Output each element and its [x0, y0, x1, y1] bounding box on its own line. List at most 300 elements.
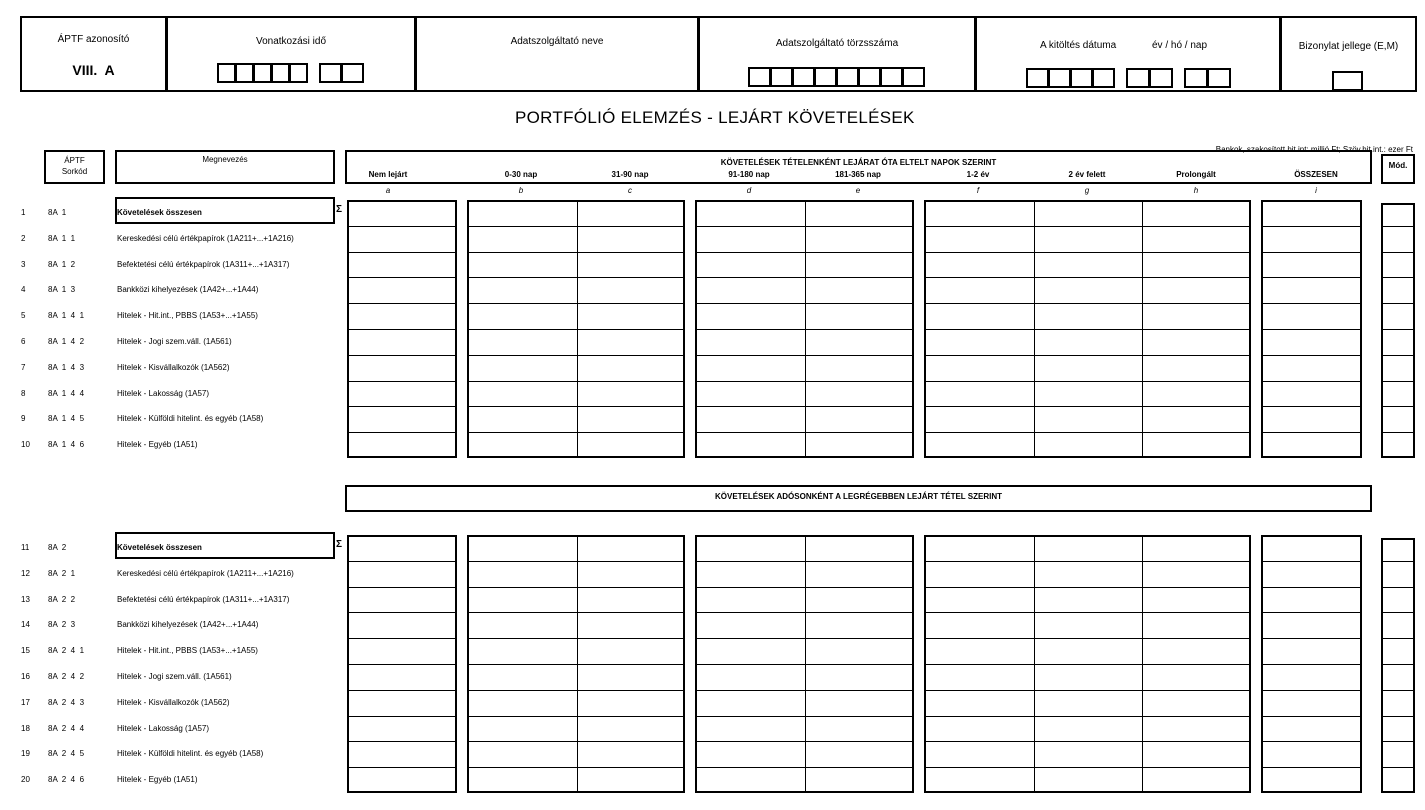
row-divider: [1261, 406, 1362, 407]
value-cell-e[interactable]: [807, 614, 912, 636]
value-cell-d[interactable]: [697, 769, 804, 791]
value-cell-a[interactable]: [349, 254, 455, 276]
value-cell-g[interactable]: [1036, 408, 1141, 430]
row-divider: [347, 226, 457, 227]
value-cell-g[interactable]: [1036, 563, 1141, 585]
kitoltes-label: A kitöltés dátuma: [1040, 40, 1117, 51]
value-cell-b[interactable]: [469, 228, 576, 250]
value-cell-a[interactable]: [349, 383, 455, 405]
value-cell-d[interactable]: [697, 357, 804, 379]
value-cell-a[interactable]: [349, 434, 455, 456]
value-cell-a[interactable]: [349, 666, 455, 688]
value-cell-h[interactable]: [1144, 743, 1249, 765]
mod-cell[interactable]: [1383, 281, 1413, 301]
value-cell-e[interactable]: [807, 666, 912, 688]
row-divider: [1261, 381, 1362, 382]
vonatkozasi-ido-digit[interactable]: [289, 63, 308, 83]
value-cell-d[interactable]: [697, 383, 804, 405]
value-cell-h[interactable]: [1144, 383, 1249, 405]
value-cell-e[interactable]: [807, 202, 912, 224]
row-number: 12: [21, 568, 30, 578]
torzsszam-digit[interactable]: [902, 67, 925, 87]
value-cell-e[interactable]: [807, 692, 912, 714]
aptf-sorkod-label: ÁPTF Sorkód: [61, 156, 88, 176]
value-cell-g[interactable]: [1036, 357, 1141, 379]
value-cell-h[interactable]: [1144, 563, 1249, 585]
row-divider: [695, 561, 914, 562]
row-divider: [695, 381, 914, 382]
row-divider: [347, 355, 457, 356]
bizonylat-jellege-cell[interactable]: [1332, 71, 1363, 91]
value-cell-c[interactable]: [579, 254, 683, 276]
value-cell-f[interactable]: [926, 666, 1033, 688]
value-cell-c[interactable]: [579, 718, 683, 740]
kitoltes-nap-digit[interactable]: [1207, 68, 1231, 88]
value-cell-d[interactable]: [697, 305, 804, 327]
value-cell-a[interactable]: [349, 408, 455, 430]
value-cell-a[interactable]: [349, 331, 455, 353]
value-cell-d[interactable]: [697, 666, 804, 688]
mod-cell[interactable]: [1383, 385, 1413, 405]
value-cell-a[interactable]: [349, 614, 455, 636]
value-cell-g[interactable]: [1036, 383, 1141, 405]
value-cell-f[interactable]: [926, 718, 1033, 740]
row-code: 8A 1: [48, 208, 67, 217]
value-cell-d[interactable]: [697, 202, 804, 224]
value-cell-c[interactable]: [579, 614, 683, 636]
row-divider: [347, 612, 457, 613]
value-cell-e[interactable]: [807, 331, 912, 353]
row-divider: [467, 561, 685, 562]
value-cell-i[interactable]: [1263, 202, 1360, 224]
kitoltes-ev-digit[interactable]: [1026, 68, 1049, 88]
value-cell-e[interactable]: [807, 640, 912, 662]
value-cell-c[interactable]: [579, 383, 683, 405]
row-divider: [924, 587, 1251, 588]
row-divider: [467, 303, 685, 304]
value-cell-a[interactable]: [349, 718, 455, 740]
value-cell-h[interactable]: [1144, 692, 1249, 714]
row-divider: [1381, 226, 1415, 227]
value-cell-b[interactable]: [469, 408, 576, 430]
row-divider: [924, 277, 1251, 278]
value-cell-h[interactable]: [1144, 202, 1249, 224]
mod-cell[interactable]: [1383, 230, 1413, 250]
value-cell-h[interactable]: [1144, 589, 1249, 611]
value-cell-b[interactable]: [469, 743, 576, 765]
value-cell-i[interactable]: [1263, 666, 1360, 688]
row-divider: [695, 226, 914, 227]
value-cell-f[interactable]: [926, 357, 1033, 379]
value-cell-c[interactable]: [579, 743, 683, 765]
value-cell-i[interactable]: [1263, 769, 1360, 791]
value-cell-i[interactable]: [1263, 357, 1360, 379]
value-cell-g[interactable]: [1036, 718, 1141, 740]
row-divider: [695, 587, 914, 588]
value-cell-g[interactable]: [1036, 589, 1141, 611]
value-cell-b[interactable]: [469, 640, 576, 662]
row-divider: [695, 612, 914, 613]
value-cell-b[interactable]: [469, 331, 576, 353]
value-cell-a[interactable]: [349, 769, 455, 791]
column-header-b: 0-30 nap: [504, 170, 538, 179]
value-cell-g[interactable]: [1036, 279, 1141, 301]
bizonylat-label: Bizonylat jellege (E,M): [1298, 41, 1399, 52]
vonatkozasi-ido-digit[interactable]: [341, 63, 364, 83]
mod-cell[interactable]: [1383, 256, 1413, 276]
torzsszam-digit[interactable]: [748, 67, 771, 87]
value-cell-d[interactable]: [697, 279, 804, 301]
value-cell-c[interactable]: [579, 202, 683, 224]
value-cell-g[interactable]: [1036, 666, 1141, 688]
value-cell-i[interactable]: [1263, 434, 1360, 456]
value-cell-b[interactable]: [469, 666, 576, 688]
value-cell-b[interactable]: [469, 305, 576, 327]
value-cell-h[interactable]: [1144, 254, 1249, 276]
value-cell-i[interactable]: [1263, 743, 1360, 765]
value-cell-e[interactable]: [807, 357, 912, 379]
value-cell-d[interactable]: [697, 254, 804, 276]
value-cell-d[interactable]: [697, 408, 804, 430]
value-cell-f[interactable]: [926, 614, 1033, 636]
row-divider: [467, 741, 685, 742]
sigma-mark: Σ: [336, 539, 343, 550]
value-cell-a[interactable]: [349, 589, 455, 611]
mod-cell[interactable]: [1383, 436, 1413, 456]
value-cell-c[interactable]: [579, 640, 683, 662]
torzsszam-digit[interactable]: [880, 67, 903, 87]
row-divider: [924, 561, 1251, 562]
row-divider: [467, 690, 685, 691]
value-cell-e[interactable]: [807, 408, 912, 430]
value-cell-c[interactable]: [579, 331, 683, 353]
row-code: 8A 2 4 3: [48, 697, 85, 707]
mod-cell[interactable]: [1383, 204, 1413, 224]
row-divider: [695, 716, 914, 717]
kitoltes-ev-digit[interactable]: [1070, 68, 1093, 88]
mod-cell[interactable]: [1383, 616, 1413, 636]
value-cell-d[interactable]: [697, 743, 804, 765]
value-cell-b[interactable]: [469, 589, 576, 611]
row-divider: [1261, 303, 1362, 304]
row-divider: [1261, 664, 1362, 665]
row-code: 8A 1 4 3: [48, 362, 85, 372]
row-divider: [695, 329, 914, 330]
value-cell-i[interactable]: [1263, 692, 1360, 714]
value-cell-b[interactable]: [469, 692, 576, 714]
total-row-label-box: [115, 532, 335, 559]
row-divider: [924, 252, 1251, 253]
kitoltes-nap-digit[interactable]: [1184, 68, 1208, 88]
column-header-e: 181-365 nap: [835, 170, 881, 179]
value-cell-b[interactable]: [469, 202, 576, 224]
value-cell-g[interactable]: [1036, 331, 1141, 353]
value-cell-c[interactable]: [579, 589, 683, 611]
value-cell-e[interactable]: [807, 769, 912, 791]
row-divider: [924, 226, 1251, 227]
value-cell-g[interactable]: [1036, 434, 1141, 456]
value-cell-b[interactable]: [469, 383, 576, 405]
row-number: 6: [21, 337, 26, 346]
value-cell-e[interactable]: [807, 537, 912, 559]
value-cell-h[interactable]: [1144, 640, 1249, 662]
value-cell-b[interactable]: [469, 434, 576, 456]
value-cell-b[interactable]: [469, 254, 576, 276]
mod-cell[interactable]: [1383, 333, 1413, 353]
row-divider: [924, 612, 1251, 613]
row-divider: [695, 303, 914, 304]
mod-cell[interactable]: [1383, 642, 1413, 662]
mod-cell[interactable]: [1383, 565, 1413, 585]
value-cell-h[interactable]: [1144, 537, 1249, 559]
torzsszam-digit[interactable]: [814, 67, 837, 87]
value-cell-i[interactable]: [1263, 563, 1360, 585]
column-letter-i: i: [1315, 186, 1317, 195]
value-cell-a[interactable]: [349, 202, 455, 224]
value-cell-f[interactable]: [926, 743, 1033, 765]
value-cell-e[interactable]: [807, 563, 912, 585]
mod-cell[interactable]: [1383, 720, 1413, 740]
value-cell-f[interactable]: [926, 279, 1033, 301]
column-letter-b: b: [518, 186, 524, 195]
value-cell-d[interactable]: [697, 563, 804, 585]
value-cell-i[interactable]: [1263, 279, 1360, 301]
value-cell-e[interactable]: [807, 589, 912, 611]
row-label: Hitelek - Kisvállalkozók (1A562): [117, 697, 230, 707]
value-cell-c[interactable]: [579, 434, 683, 456]
value-cell-g[interactable]: [1036, 743, 1141, 765]
row-code: 8A 2 4 5: [48, 749, 85, 759]
value-cell-h[interactable]: [1144, 331, 1249, 353]
value-cell-a[interactable]: [349, 640, 455, 662]
row-divider: [347, 277, 457, 278]
vonatkozasi-ido-digit[interactable]: [217, 63, 236, 83]
value-cell-b[interactable]: [469, 279, 576, 301]
row-divider: [924, 664, 1251, 665]
mod-cell[interactable]: [1383, 591, 1413, 611]
row-divider: [467, 277, 685, 278]
value-cell-f[interactable]: [926, 434, 1033, 456]
value-cell-d[interactable]: [697, 331, 804, 353]
mod-cell[interactable]: [1383, 745, 1413, 765]
value-cell-h[interactable]: [1144, 279, 1249, 301]
mod-cell[interactable]: [1383, 694, 1413, 714]
value-cell-i[interactable]: [1263, 408, 1360, 430]
value-cell-d[interactable]: [697, 692, 804, 714]
column-letter-f: f: [976, 186, 980, 195]
value-cell-d[interactable]: [697, 434, 804, 456]
value-cell-d[interactable]: [697, 718, 804, 740]
value-cell-e[interactable]: [807, 718, 912, 740]
value-cell-f[interactable]: [926, 305, 1033, 327]
value-cell-h[interactable]: [1144, 408, 1249, 430]
torzsszam-digit[interactable]: [858, 67, 881, 87]
value-cell-a[interactable]: [349, 279, 455, 301]
vonatkozasi-ido-digit[interactable]: [271, 63, 290, 83]
mod-label: Mód.: [1388, 161, 1408, 170]
value-cell-d[interactable]: [697, 614, 804, 636]
value-cell-c[interactable]: [579, 692, 683, 714]
value-cell-g[interactable]: [1036, 640, 1141, 662]
value-cell-h[interactable]: [1144, 228, 1249, 250]
row-code: 8A 2 4 4: [48, 723, 85, 733]
value-cell-h[interactable]: [1144, 434, 1249, 456]
value-cell-e[interactable]: [807, 743, 912, 765]
row-divider: [1261, 690, 1362, 691]
kitoltes-ho-digit[interactable]: [1149, 68, 1173, 88]
value-cell-c[interactable]: [579, 666, 683, 688]
value-cell-e[interactable]: [807, 434, 912, 456]
value-cell-i[interactable]: [1263, 331, 1360, 353]
value-cell-c[interactable]: [579, 305, 683, 327]
value-cell-i[interactable]: [1263, 589, 1360, 611]
mod-cell[interactable]: [1383, 307, 1413, 327]
value-cell-b[interactable]: [469, 769, 576, 791]
value-cell-e[interactable]: [807, 228, 912, 250]
value-cell-g[interactable]: [1036, 537, 1141, 559]
value-cell-f[interactable]: [926, 537, 1033, 559]
value-cell-h[interactable]: [1144, 305, 1249, 327]
value-cell-f[interactable]: [926, 331, 1033, 353]
value-cell-a[interactable]: [349, 692, 455, 714]
total-row-label-box: [115, 197, 335, 224]
value-cell-a[interactable]: [349, 305, 455, 327]
value-cell-i[interactable]: [1263, 254, 1360, 276]
torzsszam-digit[interactable]: [792, 67, 815, 87]
value-cell-c[interactable]: [579, 537, 683, 559]
value-cell-i[interactable]: [1263, 228, 1360, 250]
column-header-h: Prolongált: [1176, 170, 1216, 179]
torzsszam-digit[interactable]: [770, 67, 793, 87]
value-cell-g[interactable]: [1036, 614, 1141, 636]
kitoltes-ev-digit[interactable]: [1048, 68, 1071, 88]
value-cell-i[interactable]: [1263, 718, 1360, 740]
value-cell-i[interactable]: [1263, 614, 1360, 636]
row-divider: [1261, 355, 1362, 356]
value-cell-f[interactable]: [926, 408, 1033, 430]
vonatkozasi-ido-digit[interactable]: [319, 63, 342, 83]
value-cell-c[interactable]: [579, 279, 683, 301]
value-cell-f[interactable]: [926, 692, 1033, 714]
value-cell-c[interactable]: [579, 408, 683, 430]
value-cell-i[interactable]: [1263, 640, 1360, 662]
row-divider: [467, 355, 685, 356]
value-cell-c[interactable]: [579, 357, 683, 379]
value-cell-h[interactable]: [1144, 357, 1249, 379]
row-divider: [1381, 406, 1415, 407]
row-number: 3: [21, 259, 26, 269]
row-divider: [467, 612, 685, 613]
value-cell-b[interactable]: [469, 614, 576, 636]
value-cell-f[interactable]: [926, 254, 1033, 276]
value-cell-b[interactable]: [469, 563, 576, 585]
value-cell-h[interactable]: [1144, 666, 1249, 688]
value-cell-i[interactable]: [1263, 383, 1360, 405]
vonatkozasi-ido-digit[interactable]: [253, 63, 272, 83]
kitoltes-ev-digit[interactable]: [1092, 68, 1115, 88]
value-cell-f[interactable]: [926, 383, 1033, 405]
torzsszam-label: Adatszolgáltató törzsszáma: [775, 38, 899, 49]
row-divider: [924, 690, 1251, 691]
row-divider: [1381, 355, 1415, 356]
mod-cell[interactable]: [1383, 359, 1413, 379]
row-number: 5: [21, 311, 26, 321]
value-cell-b[interactable]: [469, 357, 576, 379]
row-divider: [1381, 381, 1415, 382]
torzsszam-digit[interactable]: [836, 67, 859, 87]
value-cell-c[interactable]: [579, 769, 683, 791]
column-letter-e: e: [855, 186, 861, 195]
value-cell-g[interactable]: [1036, 692, 1141, 714]
value-cell-i[interactable]: [1263, 537, 1360, 559]
value-cell-f[interactable]: [926, 640, 1033, 662]
value-cell-e[interactable]: [807, 279, 912, 301]
value-cell-d[interactable]: [697, 228, 804, 250]
value-cell-g[interactable]: [1036, 202, 1141, 224]
value-cell-a[interactable]: [349, 563, 455, 585]
value-cell-i[interactable]: [1263, 305, 1360, 327]
value-cell-e[interactable]: [807, 383, 912, 405]
row-divider: [347, 767, 457, 768]
vonatkozasi-ido-digit[interactable]: [235, 63, 254, 83]
mod-cell[interactable]: [1383, 410, 1413, 430]
value-cell-g[interactable]: [1036, 228, 1141, 250]
value-cell-f[interactable]: [926, 228, 1033, 250]
mod-cell[interactable]: [1383, 668, 1413, 688]
value-cell-f[interactable]: [926, 769, 1033, 791]
row-divider: [1381, 767, 1415, 768]
value-cell-g[interactable]: [1036, 305, 1141, 327]
mod-cell[interactable]: [1383, 771, 1413, 791]
row-label: Hitelek - Lakosság (1A57): [117, 388, 210, 398]
value-cell-f[interactable]: [926, 589, 1033, 611]
value-cell-e[interactable]: [807, 254, 912, 276]
row-label: Kereskedési célú értékpapírok (1A211+...+1A216): [117, 568, 294, 578]
row-number: 17: [21, 697, 30, 707]
value-cell-b[interactable]: [469, 718, 576, 740]
mod-cell[interactable]: [1383, 539, 1413, 559]
row-code: 8A 1 4 5: [48, 414, 85, 424]
value-cell-e[interactable]: [807, 305, 912, 327]
row-divider: [1381, 432, 1415, 433]
row-divider: [695, 252, 914, 253]
value-cell-b[interactable]: [469, 537, 576, 559]
kitoltes-format: év / hó / nap: [1152, 40, 1208, 51]
value-cell-f[interactable]: [926, 563, 1033, 585]
value-cell-a[interactable]: [349, 537, 455, 559]
row-divider: [347, 690, 457, 691]
value-cell-h[interactable]: [1144, 769, 1249, 791]
value-cell-a[interactable]: [349, 743, 455, 765]
value-cell-f[interactable]: [926, 202, 1033, 224]
value-cell-h[interactable]: [1144, 718, 1249, 740]
value-cell-g[interactable]: [1036, 769, 1141, 791]
section2-title: KÖVETELÉSEK ADÓSONKÉNT A LEGRÉGEBBEN LEJÁRT TÉTEL SZERINT: [715, 492, 1002, 501]
value-cell-d[interactable]: [697, 640, 804, 662]
value-cell-g[interactable]: [1036, 254, 1141, 276]
row-divider: [347, 587, 457, 588]
value-cell-d[interactable]: [697, 589, 804, 611]
value-cell-h[interactable]: [1144, 614, 1249, 636]
row-divider: [1261, 767, 1362, 768]
row-divider: [924, 329, 1251, 330]
value-cell-d[interactable]: [697, 537, 804, 559]
value-cell-a[interactable]: [349, 357, 455, 379]
value-cell-a[interactable]: [349, 228, 455, 250]
value-cell-c[interactable]: [579, 563, 683, 585]
kitoltes-ho-digit[interactable]: [1126, 68, 1150, 88]
value-cell-c[interactable]: [579, 228, 683, 250]
